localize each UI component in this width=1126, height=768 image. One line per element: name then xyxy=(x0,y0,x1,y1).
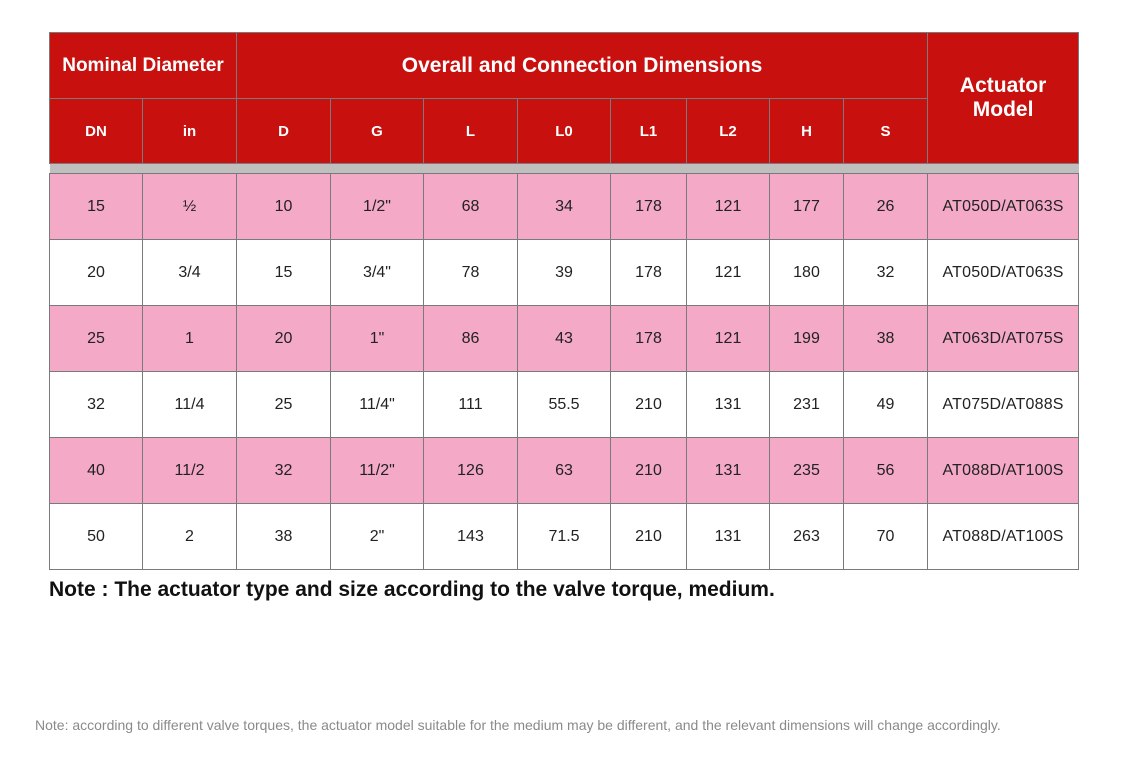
cell-g: 1/2" xyxy=(331,174,424,240)
overall-dimensions-header: Overall and Connection Dimensions xyxy=(237,33,928,99)
cell-l: 143 xyxy=(424,504,518,570)
column-header-s: S xyxy=(844,99,928,164)
cell-s: 56 xyxy=(844,438,928,504)
cell-g: 1" xyxy=(331,306,424,372)
column-header-g: G xyxy=(331,99,424,164)
cell-s: 70 xyxy=(844,504,928,570)
column-header-in: in xyxy=(143,99,237,164)
cell-actuator-model: AT050D/AT063S xyxy=(928,240,1079,306)
column-header-l2: L2 xyxy=(687,99,770,164)
cell-h: 177 xyxy=(770,174,844,240)
cell-dn: 25 xyxy=(50,306,143,372)
cell-l0: 34 xyxy=(518,174,611,240)
cell-l: 68 xyxy=(424,174,518,240)
cell-l0: 63 xyxy=(518,438,611,504)
table-row xyxy=(50,306,1079,372)
cell-d: 10 xyxy=(237,174,331,240)
column-header-dn: DN xyxy=(50,99,143,164)
table-row xyxy=(50,372,1079,438)
cell-h: 263 xyxy=(770,504,844,570)
cell-d: 32 xyxy=(237,438,331,504)
nominal-diameter-header: Nominal Diameter xyxy=(50,33,237,99)
cell-d: 38 xyxy=(237,504,331,570)
cell-l1: 210 xyxy=(611,438,687,504)
table-row xyxy=(50,504,1079,570)
cell-actuator-model: AT088D/AT100S xyxy=(928,438,1079,504)
cell-l0: 39 xyxy=(518,240,611,306)
cell-g: 2" xyxy=(331,504,424,570)
column-header-d: D xyxy=(237,99,331,164)
cell-h: 199 xyxy=(770,306,844,372)
column-header-l0: L0 xyxy=(518,99,611,164)
cell-l: 86 xyxy=(424,306,518,372)
cell-l2: 131 xyxy=(687,372,770,438)
cell-l0: 43 xyxy=(518,306,611,372)
main-note: Note : The actuator type and size according to the valve torque, medium. xyxy=(49,578,775,601)
cell-dn: 32 xyxy=(50,372,143,438)
cell-l: 78 xyxy=(424,240,518,306)
footer-note: Note: according to different valve torques, the actuator model suitable for the medium may be different, and the relevant dimensions will change accordingly. xyxy=(35,717,1001,733)
cell-d: 25 xyxy=(237,372,331,438)
table-row xyxy=(50,240,1079,306)
cell-l0: 55.5 xyxy=(518,372,611,438)
cell-h: 180 xyxy=(770,240,844,306)
cell-dn: 20 xyxy=(50,240,143,306)
dimensions-table-container xyxy=(49,32,1078,570)
cell-d: 15 xyxy=(237,240,331,306)
table-row xyxy=(50,438,1079,504)
cell-actuator-model: AT075D/AT088S xyxy=(928,372,1079,438)
cell-l1: 210 xyxy=(611,372,687,438)
cell-l2: 131 xyxy=(687,504,770,570)
actuator-model-header-text: Actuator Model xyxy=(959,74,1047,121)
actuator-model-header xyxy=(928,33,1079,164)
cell-actuator-model: AT050D/AT063S xyxy=(928,174,1079,240)
cell-l1: 210 xyxy=(611,504,687,570)
cell-l1: 178 xyxy=(611,240,687,306)
dimensions-table xyxy=(49,32,1079,570)
cell-l1: 178 xyxy=(611,174,687,240)
cell-l0: 71.5 xyxy=(518,504,611,570)
header-separator xyxy=(50,164,1079,174)
cell-s: 38 xyxy=(844,306,928,372)
cell-l2: 121 xyxy=(687,240,770,306)
column-header-h: H xyxy=(770,99,844,164)
table-row xyxy=(50,174,1079,240)
cell-g: 11/4" xyxy=(331,372,424,438)
cell-dn: 40 xyxy=(50,438,143,504)
cell-actuator-model: AT088D/AT100S xyxy=(928,504,1079,570)
cell-g: 11/2" xyxy=(331,438,424,504)
column-header-l1: L1 xyxy=(611,99,687,164)
cell-dn: 15 xyxy=(50,174,143,240)
cell-l: 111 xyxy=(424,372,518,438)
cell-s: 49 xyxy=(844,372,928,438)
cell-l2: 121 xyxy=(687,306,770,372)
cell-l1: 178 xyxy=(611,306,687,372)
cell-actuator-model: AT063D/AT075S xyxy=(928,306,1079,372)
cell-in: ½ xyxy=(143,174,237,240)
cell-l: 126 xyxy=(424,438,518,504)
cell-in: 1 xyxy=(143,306,237,372)
cell-dn: 50 xyxy=(50,504,143,570)
cell-h: 231 xyxy=(770,372,844,438)
cell-in: 11/4 xyxy=(143,372,237,438)
cell-g: 3/4" xyxy=(331,240,424,306)
cell-s: 32 xyxy=(844,240,928,306)
cell-s: 26 xyxy=(844,174,928,240)
cell-in: 3/4 xyxy=(143,240,237,306)
cell-h: 235 xyxy=(770,438,844,504)
cell-l2: 131 xyxy=(687,438,770,504)
column-header-l: L xyxy=(424,99,518,164)
cell-l2: 121 xyxy=(687,174,770,240)
cell-in: 11/2 xyxy=(143,438,237,504)
cell-d: 20 xyxy=(237,306,331,372)
cell-in: 2 xyxy=(143,504,237,570)
